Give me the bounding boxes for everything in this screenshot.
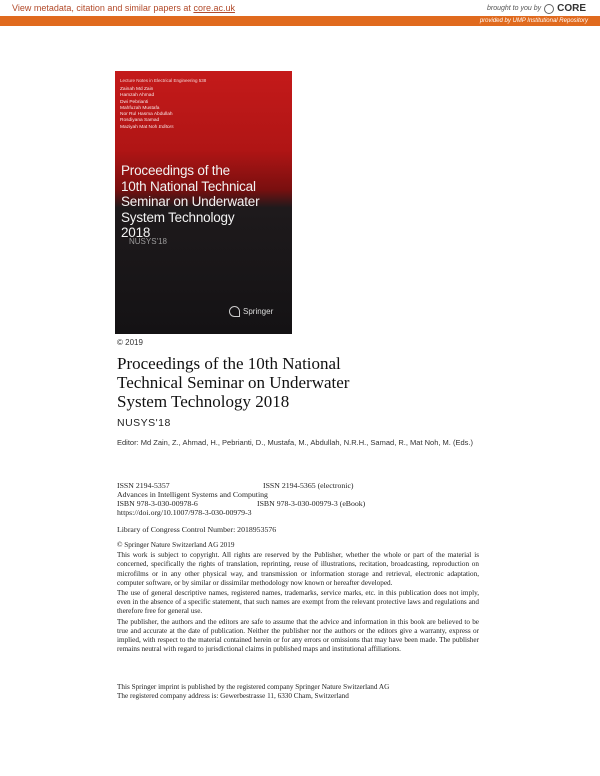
book-cover [115,71,292,334]
core-link-prefix: View metadata, citation and similar papers at [12,3,194,13]
book-acronym: NUSYS'18 [117,417,171,429]
imprint-line: The registered company address is: Gewerbestrasse 11, 6330 Cham, Switzerland [117,692,349,701]
doi-link[interactable]: https://doi.org/10.1007/978-3-030-00979-3 [117,508,252,517]
book-title-line: Proceedings of the 10th National [117,354,341,373]
cover-editor [120,125,174,131]
isbn-ebook: ISBN 978-3-030-00979-3 (eBook) [257,499,366,508]
legal-notice [117,541,479,655]
cover-title-line: 10th National Technical [121,178,256,194]
isbn-row [117,499,365,508]
cover-title [121,163,259,241]
editors-line: Editor: Md Zain, Z., Ahmad, H., Pebrianti, D., Mustafa, M., Abdullah, N.R.H., Samad, R., Mat Noh, M. (Eds.) [117,438,473,447]
cover-editor: Nor Rul Hasma Abdullah [120,112,173,118]
cover-title-line: Proceedings of the [121,163,230,178]
cover-editor: Mahfuzah Mustafa [120,105,160,111]
legal-paragraph: © Springer Nature Switzerland AG 2019 [117,541,235,549]
provided-by-text[interactable]: provided by UMP Institutional Repository [479,18,588,24]
cover-editors [120,87,174,131]
cover-title-line: Seminar on Underwater [121,194,260,209]
cover-editor: Zainah Md Zain [120,87,154,92]
core-metadata-link[interactable] [12,3,235,13]
cover-editor: Hamzah Ahmad [120,93,155,99]
loc-number: Library of Congress Control Number: 2018953576 [117,525,277,534]
cover-editor: Rosdiyana Samad [120,118,160,124]
issn-row [117,481,360,490]
series-name: Advances in Intelligent Systems and Computing [117,490,268,499]
core-strip [0,16,600,26]
cover-editor-name: Maziyah Mat Noh [120,124,158,130]
legal-paragraph: The publisher, the authors and the editors are safe to assume that the advice and information in this book are believed to be true and accurate at the date of publication. Neither the publisher nor the authors or the editors give a warranty, express or implied, with respect to the material contained herein or for any errors or omissions that may have been made. The publisher remains neutral with regard to jurisdictional claims in published maps and institutional affiliations. [117,617,479,654]
legal-paragraph: The use of general descriptive names, registered names, trademarks, service marks, etc. in this publication does not imply, even in the absence of a specific statement, that such names are exempt from the relevant protective laws and regulations and therefore free for general use. [117,589,479,616]
cover-publisher-name: Springer [243,307,274,316]
cover-acronym: NUSYS'18 [129,237,167,246]
imprint [117,683,487,702]
issn-print: ISSN 2194-5357 [117,481,170,490]
legal-paragraph: This work is subject to copyright. All rights are reserved by the Publisher, whether the whole or part of the material is concerned, specifically the rights of translation, reprinting, reuse of illustrations, recitation, broadcasting, reproduction on microfilms or in any other physical way, and transmission or information storage and retrieval, electronic adaptation, computer software, or by similar or dissimilar methodology now known or hereafter developed. [117,551,479,587]
cover-publisher [229,306,273,317]
core-brand[interactable] [487,3,586,14]
book-title-line: System Technology 2018 [117,392,290,411]
issn-electronic: ISSN 2194-5365 (electronic) [263,481,354,490]
brought-by-text: brought to you by [487,5,542,12]
cover-series: Lecture Notes in Electrical Engineering 538 [120,78,207,83]
imprint-line: This Springer imprint is published by the registered company Springer Nature Switzerland AG [117,683,390,691]
copyright-year: © 2019 [117,338,143,347]
book-title-line: Technical Seminar on Underwater [117,373,350,392]
springer-horse-icon [229,306,240,317]
core-link-domain[interactable]: core.ac.uk [193,3,235,13]
core-logo-icon [544,4,554,14]
core-logo-text: CORE [557,3,586,14]
isbn-print: ISBN 978-3-030-00978-6 [117,499,198,508]
core-banner [0,0,600,26]
cover-editors-suffix: Editors [158,124,174,130]
cover-editor: Dwi Pebrianti [120,99,149,105]
cover-title-line: System Technology [121,209,235,225]
cover-title-line: 2018 [121,225,151,240]
book-title [117,354,497,411]
